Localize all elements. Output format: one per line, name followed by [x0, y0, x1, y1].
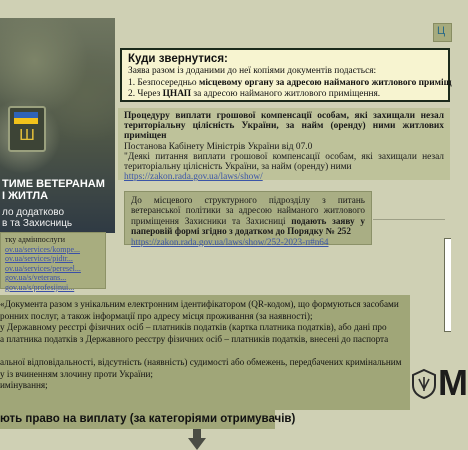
doc-line-3: у Державному реєстрі фізичних осіб – платників податків (картка платника податків), або дані про — [0, 322, 387, 333]
procedure-box — [118, 108, 450, 183]
arrow-down-icon — [188, 429, 206, 450]
service-link-2[interactable]: ov.ua/services/pidtr... — [5, 254, 73, 263]
where-heading: Куди звернутися: — [128, 53, 228, 65]
eligibility-heading: ють право на виплату (за категоріями отримувачів) — [0, 410, 275, 429]
documents-list-box — [0, 295, 410, 410]
resolution-quote: "Деякі питання виплати грошової компенсації особам, які захищали незал територіальну цілісність України, за найм (оренду) ними — [124, 151, 444, 173]
banner-subtitle: ло додатково в та Захисниць — [2, 207, 73, 229]
where-intro: Заява разом із доданими до неї копіями документів подається: — [128, 66, 377, 76]
where-item-2: 2. Через ЦНАП за адресою найманого житлового приміщення. — [128, 89, 381, 99]
top-right-tab: Ц — [433, 23, 452, 42]
emblem-letter: М — [438, 362, 468, 403]
doc-line-2: ронних послуг, а також інформації про адресу місця проживання (за наявності); — [0, 310, 313, 321]
veterans-housing-banner — [0, 18, 115, 233]
structural-bold: подають заяву у паперовій формі згідно з додатком до Порядку № 252 — [131, 215, 365, 237]
service-link-4[interactable]: gov.ua/s/veterans... — [5, 273, 67, 282]
order-link[interactable]: https://zakon.rada.gov.ua/laws/show/252-2023-п#n64 — [131, 236, 329, 247]
doc-line-1: «Документа разом з унікальним електронним ідентифікатором (QR-кодом), що формуються засобами — [0, 299, 399, 309]
doc-line-7: у із вчиненням злочину проти України; — [0, 368, 153, 379]
doc-line-5 — [0, 345, 404, 357]
service-link-1[interactable]: ov.ua/services/kompe... — [5, 244, 81, 254]
resolution-link[interactable]: https://zakon.rada.gov.ua/laws/show/ — [124, 172, 263, 183]
where-item-1: 1. Безпосередньо місцевому органу за адресою найманого житлового приміщ — [128, 77, 452, 88]
structural-unit-box — [124, 191, 372, 245]
ministry-emblem-icon — [411, 369, 437, 399]
resolution-line: Постанова Кабінету Міністрів України від 07.0 — [124, 141, 313, 152]
connector-line — [373, 219, 445, 220]
links-title: тку адмінпослуги — [5, 235, 66, 244]
service-link-3[interactable]: ov.ua/services/peresel... — [5, 263, 81, 273]
ukraine-flag-patch-icon: Ш — [8, 106, 46, 152]
structural-text: До місцевого структурного підрозділу з питань ветеранської політики за адресою найманого житлового приміщення Захисники та Захисниці — [131, 195, 365, 226]
doc-line-6: альної відповідальності, відсутність (наявність) судимості або обмежень, передбачених кримінальним — [0, 356, 402, 367]
procedure-heading: Процедуру виплати грошової компенсації особам, які захищали незал територіальну цілісність України, за найм (оренду) ними житлових приміщен — [124, 111, 444, 142]
doc-line-4: а платника податків з Державного реєстру фізичних осіб – платників податків, внесені до паспорта — [0, 333, 389, 344]
banner-title: ТИМЕ ВЕТЕРАНАМ І ЖИТЛА — [2, 178, 105, 202]
doc-line-8: имінування; — [0, 380, 48, 391]
service-link-5[interactable]: gov.ua/s/profesijnui... — [5, 282, 75, 292]
admin-service-links — [0, 232, 106, 292]
right-side-box — [444, 238, 451, 332]
where-to-apply-box — [120, 48, 450, 102]
